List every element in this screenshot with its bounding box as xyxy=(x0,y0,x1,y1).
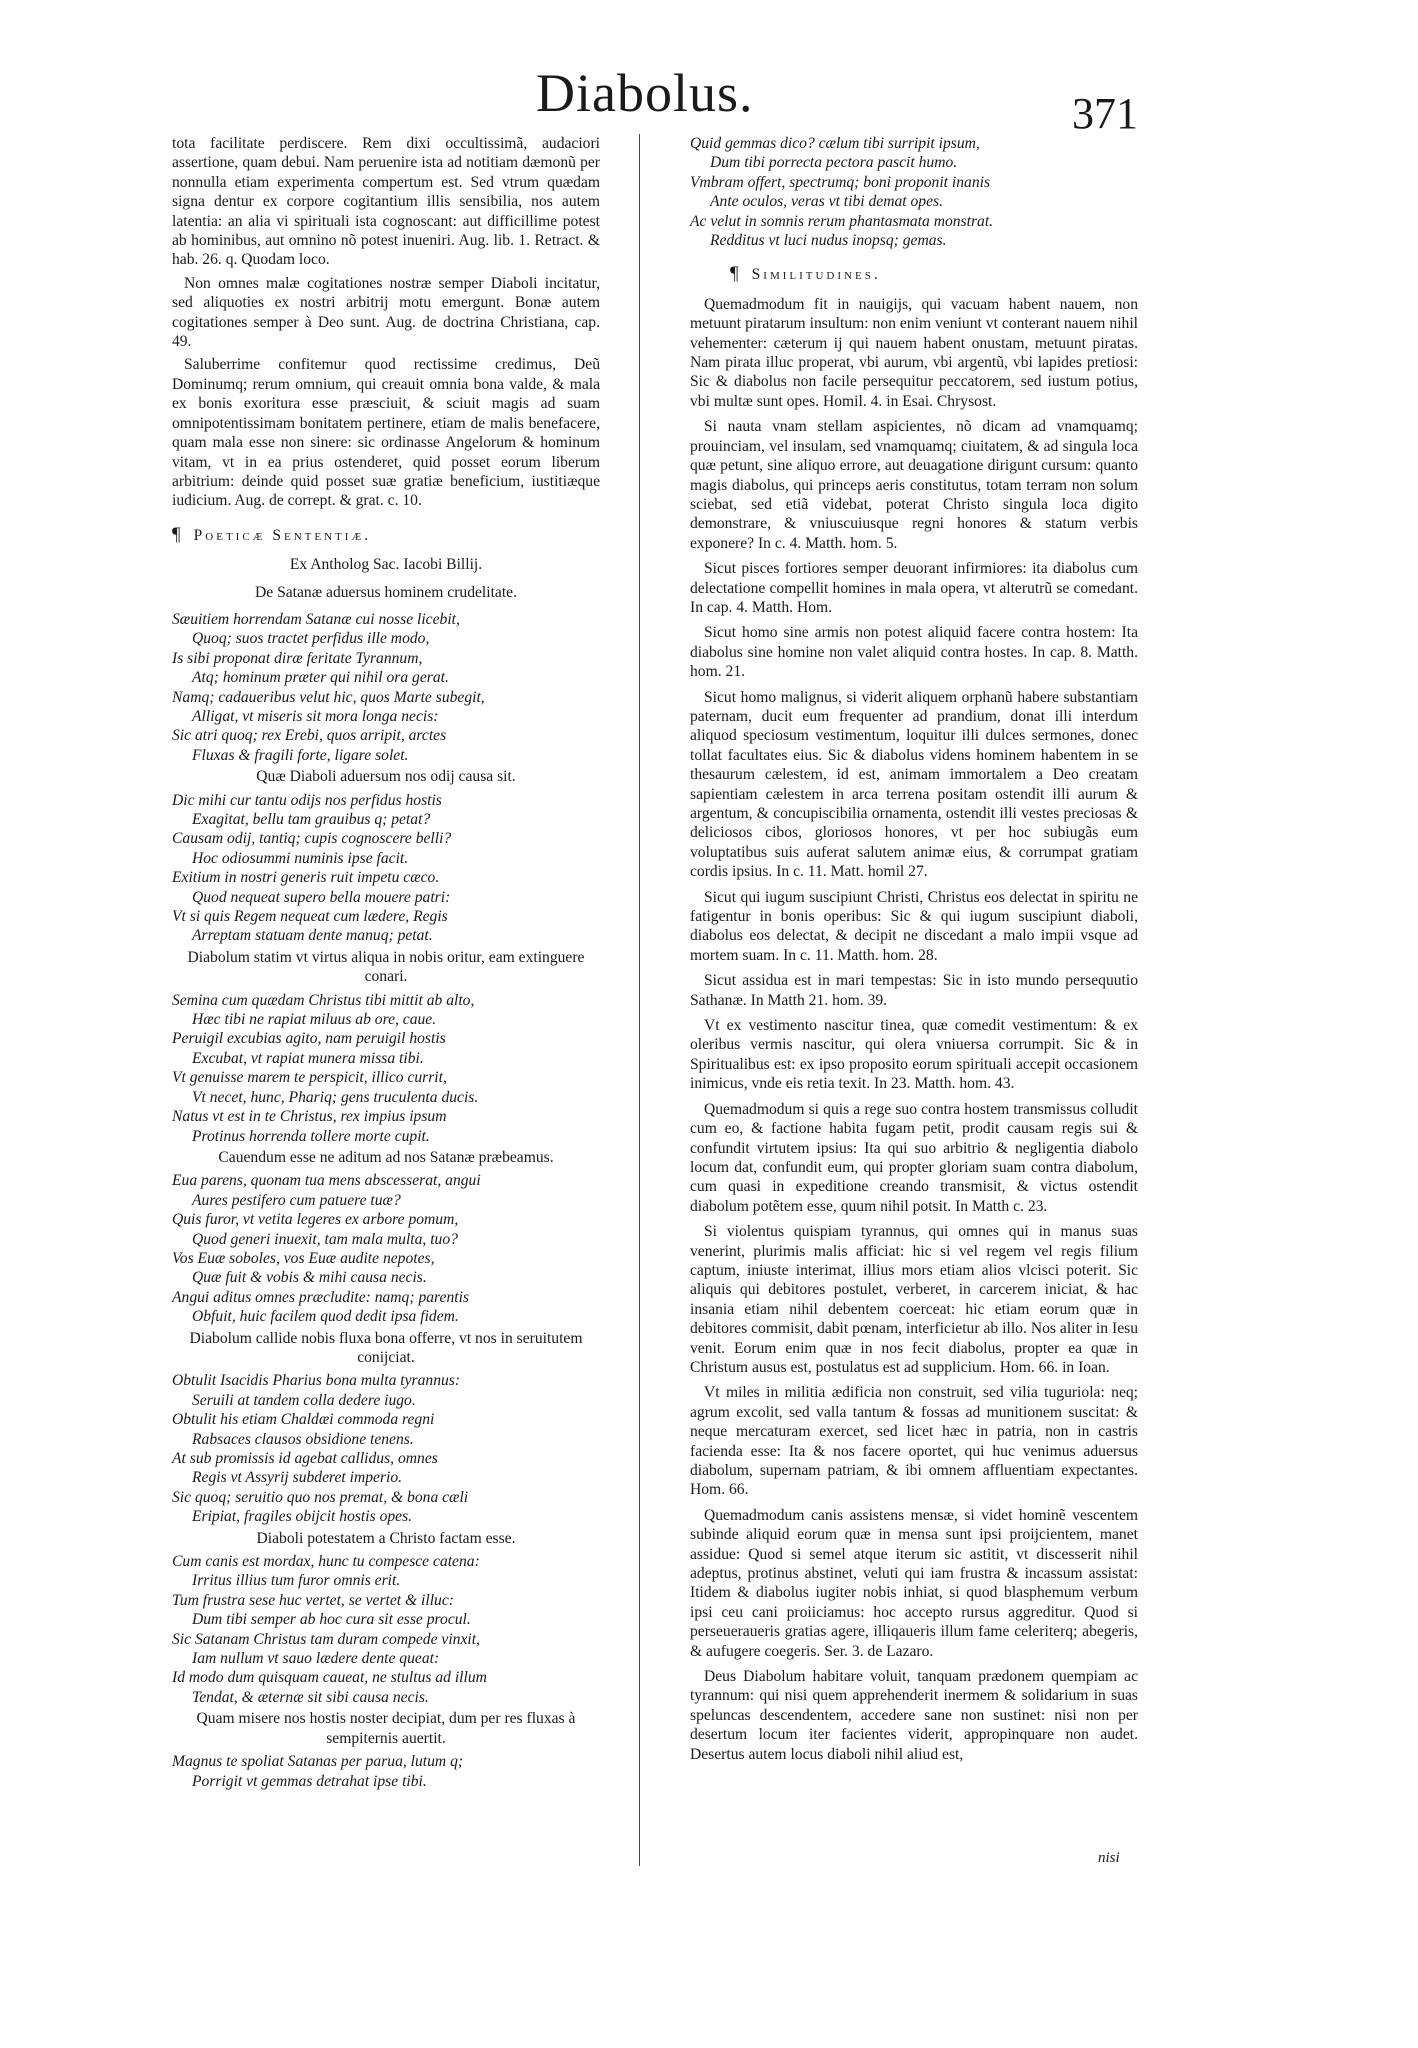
verse-line: Dum tibi porrecta pectora pascit humo. xyxy=(710,154,958,172)
similitude-entry: Vt miles in militia ædificia non construit, sed vilia tuguriola: neq; agrum excolit, sed valla tantum & fossas ad munitionem suscitat: & neque mercaturam exercet, sed licet hæc in patria, non in castris facienda esse: Ita & nos facere oportet, qui huc venimus aduersus diabolum, supernam patriam, & ibi omnem affluentiam expectantes. Hom. 66. xyxy=(690,1384,1138,1499)
similitude-entry: Quemadmodum canis assistens mensæ, si videt hominẽ vescentem subinde aliquid eorum quæ in mensa sunt ipsi proijcientem, manet assidue: Quod si semel atque iterum sic astitit, vt discesserit nihil adeptus, protinus abstinet, veluti qui iam frustra & incassum assistat: Itidem & diabolus iugiter nobis inhiat, si quod blasphemum verbum ipsi ceu cani proiiciamus: hoc accepto rursus aggreditur. Quod si perseueraueris gratias agere, illiqaueris illum fame celeriterq; abegeris, & aufugere coegeris. Ser. 3. de Lazaro. xyxy=(690,1506,1138,1660)
verse-line: Sic quoq; seruitio quo nos premat, & bona cæli xyxy=(172,1488,469,1506)
verse-line: At sub promissis id agebat callidus, omnes xyxy=(172,1450,438,1467)
verse-line: Irritus illius tum furor omnis erit. xyxy=(192,1572,401,1590)
section-heading: ¶ Poeticæ Sententiæ. xyxy=(172,523,372,545)
running-head: Diabolus. xyxy=(536,63,754,123)
verse-line: Quoq; suos tractet perfidus ille modo, xyxy=(192,630,430,648)
verse-line: Angui aditus omnes præcludite: namq; parentis xyxy=(172,1288,469,1306)
left-column xyxy=(172,134,600,1791)
verse-line: Eripiat, fragiles obijcit hostis opes. xyxy=(192,1508,413,1526)
similitude-entry: Quemadmodum si quis a rege suo contra hostem transmissus colludit cum eo, & factione habita fugam petit, prodit causam regis sui & confundit virtutem ipsius: Ita qui suo arbitrio & negligentia diabolo locum dat, confundit eum, qui propter gloriam suam contra diabolum, cum quasi in expeditione creando transmisit, & victus ostendit diabolum potẽtem esse, quum nihil potsit. In Matth c. 23. xyxy=(690,1100,1138,1215)
verse-line: Magnus te spoliat Satanas per parua, lutum q; xyxy=(172,1753,464,1771)
verse-line: Id modo dum quisquam caueat, ne stultus ad illum xyxy=(172,1669,487,1687)
verse-line: Excubat, vt rapiat munera missa tibi. xyxy=(192,1049,424,1067)
verse-line: Namq; cadaueribus velut hic, quos Marte subegit, xyxy=(172,688,485,706)
poem-title: Quæ Diaboli aduersum nos odij causa sit. xyxy=(256,768,516,786)
verse-group xyxy=(690,134,1138,250)
verse-line: Rabsaces clausos obsidione tenens. xyxy=(192,1430,414,1448)
verse-line: Quis furor, vt vetita legeres ex arbore pomum, xyxy=(172,1211,459,1229)
verse-line: Tendat, & æternæ sit sibi causa necis. xyxy=(192,1688,429,1706)
page-number: 371 xyxy=(1072,89,1138,138)
catchword: nisi xyxy=(1098,1850,1120,1866)
verse-line: Vos Euæ soboles, vos Euæ audite nepotes, xyxy=(172,1249,435,1267)
verse-line: Arreptam statuam dente manuq; petat. xyxy=(192,927,433,945)
similitude-entry: Deus Diabolum habitare voluit, tanquam prædonem quempiam ac tyrannum: qui nisi quem apprehenderit inermem & solidarium in suas speluncas descendentem, accedere sane non sustinet: nisi non per desertum locum iter facientes viderit, appropinquare non audet. Desertus autem locus diaboli nihil aliud est, xyxy=(690,1668,1138,1763)
verse-line: Aures pestifero cum patuere tuæ? xyxy=(192,1191,401,1209)
verse-group xyxy=(172,791,600,946)
paragraph: Saluberrime confitemur quod rectissime credimus, Deũ Dominumq; rerum omnium, qui creauit omnia bona valde, & mala ex bonis exoritura esse præsciuit, & sciuit magis ad suam omnipotentissimam bonitatem pertinere, etiam de malis benefacere, quam mala esse non sinere: sic ordinasse Angelorum & hominum vitam, vt in ea prius ostenderet, quid posset eorum liberum arbitrium: deinde quid posset suæ gratiæ beneficium, iustitiæque iudicium. Aug. de corrept. & grat. c. 10. xyxy=(172,356,600,510)
verse-group xyxy=(172,1371,600,1526)
verse-group xyxy=(172,610,600,765)
poem-title: Diaboli potestatem a Christo factam esse. xyxy=(256,1529,516,1547)
verse-line: Obtulit Isacidis Pharius bona multa tyrannus: xyxy=(172,1372,461,1390)
verse-line: Protinus horrenda tollere morte cupit. xyxy=(192,1127,430,1145)
anthology-source: Ex Antholog Sac. Iacobi Billij. xyxy=(289,556,483,574)
verse-line: Porrigit vt gemmas detrahat ipse tibi. xyxy=(192,1772,427,1790)
verse-line: Quod generi inuexit, tam mala multa, tuo? xyxy=(192,1230,458,1248)
verse-line: Tum frustra sese huc vertet, se vertet & illuc: xyxy=(172,1591,454,1609)
verse-line: Hoc odiosummi numinis ipse facit. xyxy=(192,849,409,867)
poem-title: De Satanæ aduersus hominem crudelitate. xyxy=(255,583,517,601)
verse-line: Redditus vt luci nudus inopsq; gemas. xyxy=(710,232,947,250)
similitude-entry: Sicut qui iugum suscipiunt Christi, Christus eos delectat in spiritu ne fatigentur in bonis operibus: Sic & qui iugum suscipiunt diaboli, diabolus eos delectat, & decipit ne discedant a malo impii vsque ad mortem suam. In c. 11. Matth. hom. 28. xyxy=(690,888,1138,964)
verse-line: Is sibi proponat diræ feritate Tyrannum, xyxy=(172,649,423,667)
similitude-entry: Si nauta vnam stellam aspicientes, nõ dicam ad vnamquamq; prouinciam, vel insulam, sed vnamquamq; ciuitatem, & ad singula loca quæ petunt, sine aliquo errore, aut deuagatione dirigunt cursum: quanto magis diabolus, qui princeps aeris constitutus, totam terram non solum sciebat, sed etiã videbat, poterat Christo singula loca digito demonstrare, & vniuscuiusque regni honores & statum verbis exponere? In c. 4. Matth. hom. 5. xyxy=(690,418,1138,552)
verse-line: Ante oculos, veras vt tibi demat opes. xyxy=(710,193,943,211)
paragraph: tota facilitate perdiscere. Rem dixi occultissimã, audaciori assertione, quam debui. Nam peruenire ista ad notitiam dæmonũ per nonnulla etiam experimenta compertum est. Sed vtrum quædam signa dentur ex corpore cogitantium illis sensibilia, nos autem latentia: an alia vi spirituali ista cognoscant: aut difficillime potest ab hominibus, aut omnino nõ potest inueniri. Aug. lib. 1. Retract. & hab. 26. q. Quodam loco. xyxy=(172,135,600,269)
verse-line: Quæ fuit & vobis & mihi causa necis. xyxy=(192,1269,427,1287)
verse-group xyxy=(172,1752,600,1791)
similitude-entry: Si violentus quispiam tyrannus, qui omnes qui in manus suas venerint, plurimis malis afficiat: hic si vel regem vel regis filium captum, iniuste interimat, illius mors etiam alios vlcisci poterit. Sic aliquis qui debitores postulet, verberet, in carcerem iniciat, & hac insania etiam nihil debentem coerceat: hic etiam eorum quæ in debitores commisit, dabit pœnam, interficietur ab illo. Nos aliter in Iesu venit. Eorum enim quæ in nos fecit diabolus, propter ea quæ in Christum ausus est, postulatus est ad supplicium. Hom. 66. in Ioan. xyxy=(690,1223,1138,1376)
verse-group xyxy=(172,991,600,1146)
verse-line: Seruili at tandem colla dedere iugo. xyxy=(192,1391,416,1409)
pilcrow-icon: ¶ xyxy=(172,523,184,545)
column-divider xyxy=(639,134,640,1866)
verse-line: Vt genuisse marem te perspicit, illico currit, xyxy=(172,1069,447,1087)
verse-line: Cum canis est mordax, hunc tu compesce catena: xyxy=(172,1553,480,1571)
similitude-entry: Vt ex vestimento nascitur tinea, quæ comedit vestimentum: & ex oleribus vermis nascitur, qui olera vniuersa corrumpit. Sic & in Spiritualibus est: ex ipso proposito eorum spirituali accepit occasionem inimicus, vnde eis retia texit. In 23. Matth. hom. 43. xyxy=(690,1017,1138,1093)
verse-line: Hæc tibi ne rapiat miluus ab ore, caue. xyxy=(192,1011,437,1029)
verse-line: Semina cum quædam Christus tibi mittit ab alto, xyxy=(172,991,475,1009)
section-heading: ¶ Similitudines. xyxy=(730,263,881,285)
verse-line: Sic Satanam Christus tam duram compede vinxit, xyxy=(172,1630,480,1648)
verse-line: Quid gemmas dico? cælum tibi surripit ipsum, xyxy=(690,135,980,152)
verse-line: Vmbram offert, spectrumq; boni proponit inanis xyxy=(690,173,991,191)
poem-title: Diabolum callide nobis fluxa bona offerre, vt nos in seruitutem conijciat. xyxy=(189,1329,583,1366)
verse-line: Atq; hominum præter qui nihil ora gerat. xyxy=(192,669,449,687)
poem-title: Diabolum statim vt virtus aliqua in nobis oritur, eam extinguere conari. xyxy=(187,948,585,986)
verse-line: Exitium in nostri generis ruit impetu cæco. xyxy=(172,869,440,887)
right-column xyxy=(690,134,1138,1770)
verse-line: Fluxas & fragili forte, ligare solet. xyxy=(192,746,409,764)
verse-line: Dum tibi semper ab hoc cura sit esse procul. xyxy=(192,1611,471,1629)
verse-line: Vt necet, hunc, Phariq; gens truculenta ducis. xyxy=(192,1088,479,1106)
similitude-entry: Sicut pisces fortiores semper deuorant infirmiores: ita diabolus cum delectatione compellit homines in mala opera, vt alterutrũ se comedant. In cap. 4. Matth. Hom. xyxy=(690,560,1138,616)
similitude-entry: Sicut homo sine armis non potest aliquid facere contra hostem: Ita diabolus sine homine non valet aliquid contra hostes. In cap. 8. Matth. hom. 21. xyxy=(690,624,1138,681)
similitude-entry: Sicut homo malignus, si viderit aliquem orphanũ habere substantiam paternam, ducit eum frequenter ad prandium, donat illi interdum aliquod speciosum vestimentum, loquitur illi dulces sermones, donec tollat facultates eius. Sic & diabolus videns hominem habentem in se thesaurum cælestem, id est, animam immortalem a Deo creatam sapientiam cælestem in arca terrena positam ostendit illi aurum & argentum, & concupiscibilia ornamenta, ostendit illi vestes preciosas & deliciosos cibos, gloriosos honores, vt per hoc subiugãs eum voluptatibus suis auferat salutem animæ eius, & corrumpat gratiam cordis ipsius. In c. 11. Matt. homil 27. xyxy=(690,688,1138,881)
poem-title: Quam misere nos hostis noster decipiat, dum per res fluxas à sempiternis auertit. xyxy=(196,1710,576,1747)
paragraph: Non omnes malæ cogitationes nostræ semper Diaboli incitatur, sed aliquoties ex nostri arbitrij motu emergunt. Bonæ autem cogitationes semper à Deo sunt. Aug. de doctrina Christiana, cap. 49. xyxy=(172,274,600,351)
verse-line: Natus vt est in te Christus, rex impius ipsum xyxy=(172,1108,447,1126)
verse-group xyxy=(172,1552,600,1707)
verse-line: Obfuit, huic facilem quod dedit ipsa fidem. xyxy=(192,1308,459,1326)
verse-line: Quod nequeat supero bella mouere patri: xyxy=(192,888,451,906)
verse-line: Exagitat, bellu tam grauibus q; petat? xyxy=(192,811,431,828)
verse-line: Causam odij, tantiq; cupis cognoscere belli? xyxy=(172,830,452,848)
similitude-entry: Quemadmodum fit in nauigijs, qui vacuam habent nauem, non metuunt piratarum insultum: non enim veniunt vt conterant nauem nihil vehementer: cæterum ij qui nauem habent onustam, metuunt piratas. Nam pirata illuc properat, vbi aurum, vbi argentũ, vbi lapides pretiosi: Sic & diabolus non facile persequitur peccatorem, sed iustum potius, vbi multæ sunt opes. Homil. 4. in Esai. Chrysost. xyxy=(690,295,1138,410)
verse-line: Obtulit his etiam Chaldæi commoda regni xyxy=(172,1411,435,1429)
poem-title: Cauendum esse ne aditum ad nos Satanæ præbeamus. xyxy=(218,1148,554,1166)
similitude-entry: Sicut assidua est in mari tempestas: Sic in isto mundo persequutio Sathanæ. In Matth 21. hom. 39. xyxy=(690,972,1138,1009)
pilcrow-icon: ¶ xyxy=(730,263,742,285)
verse-line: Sic atri quoq; rex Erebi, quos arripit, arctes xyxy=(172,727,447,745)
verse-line: Regis vt Assyrij subderet imperio. xyxy=(192,1469,403,1487)
verse-group xyxy=(172,1171,600,1326)
verse-line: Iam nullum vt sauo lædere dente queat: xyxy=(192,1650,440,1668)
verse-line: Eua parens, quonam tua mens abscesserat, angui xyxy=(172,1172,481,1190)
verse-line: Alligat, vt miseris sit mora longa necis: xyxy=(192,707,439,725)
verse-line: Dic mihi cur tantu odijs nos perfidus hostis xyxy=(172,791,442,809)
verse-line: Ac velut in somnis rerum phantasmata monstrat. xyxy=(690,212,994,230)
verse-line: Sæuitiem horrendam Satanæ cui nosse licebit, xyxy=(172,610,460,628)
verse-line: Peruigil excubias agito, nam peruigil hostis xyxy=(172,1030,446,1048)
verse-line: Vt si quis Regem nequeat cum lædere, Regis xyxy=(172,908,448,926)
